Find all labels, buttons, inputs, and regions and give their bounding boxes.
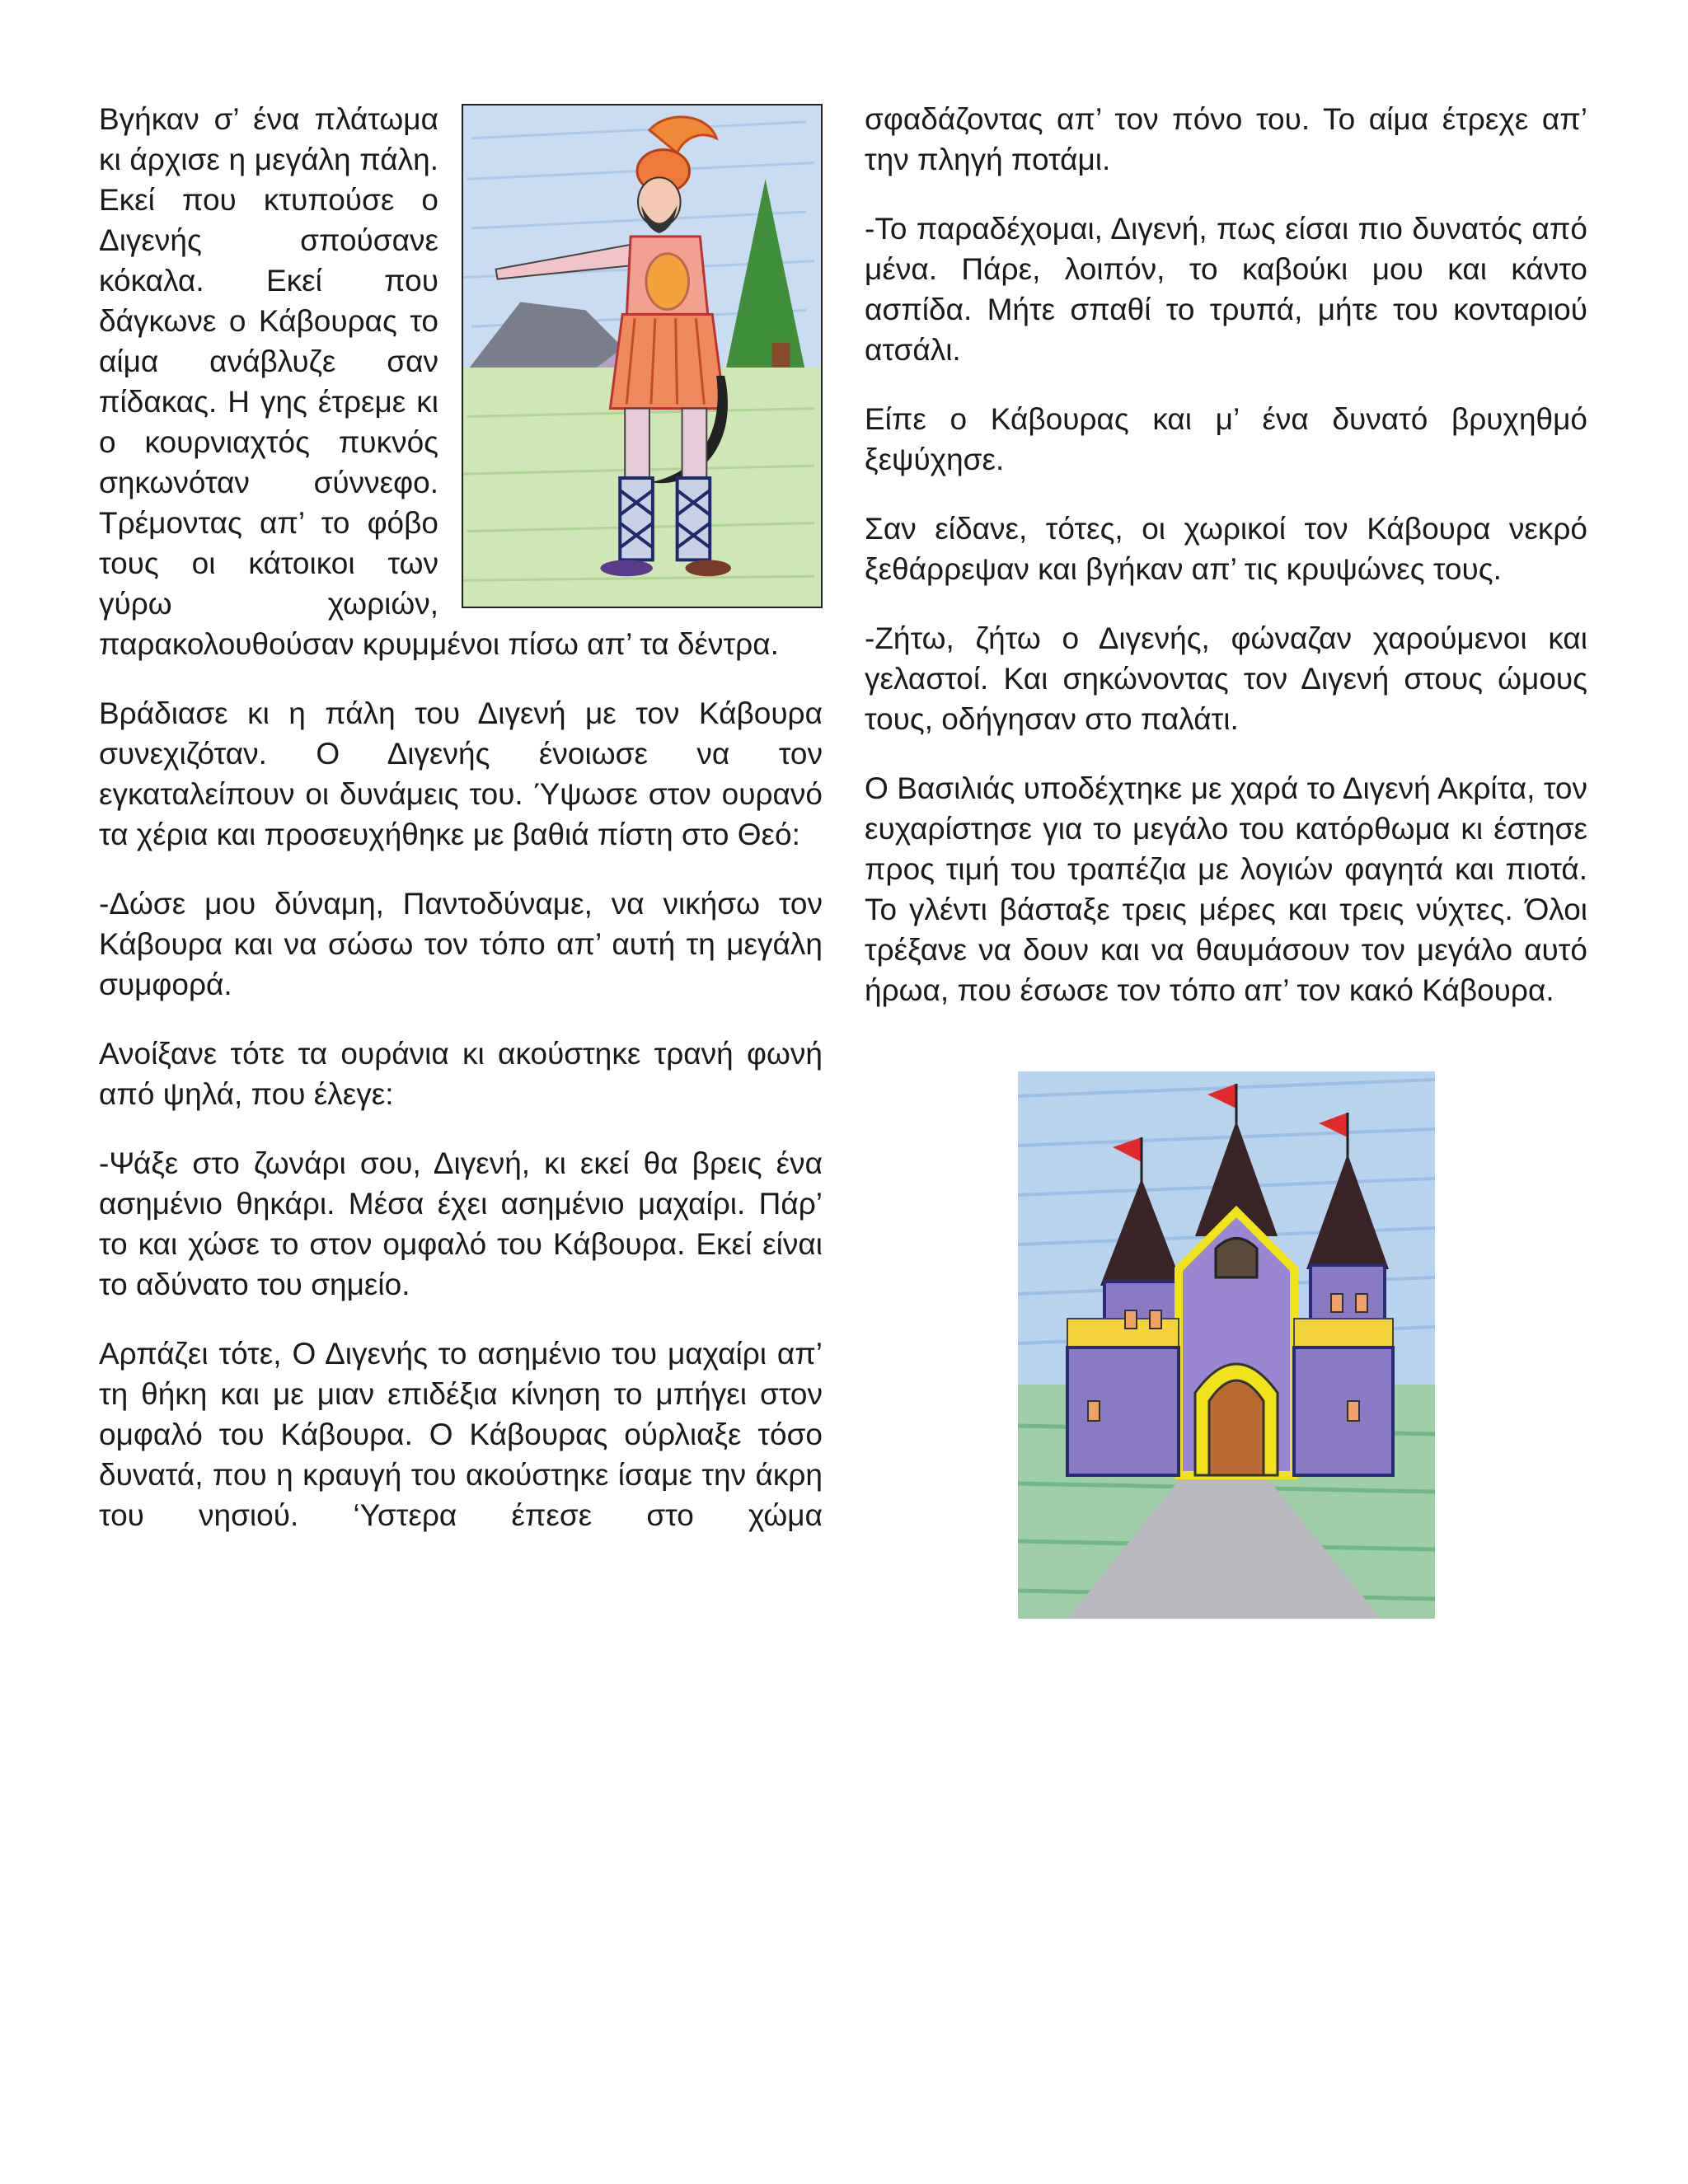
paragraph: Σαν είδανε, τότες, οι χωρικοί τον Κάβουρα νεκρό ξεθάρρεψαν και βγήκαν απ’ τις κρυψώνες τους. xyxy=(865,512,1587,586)
paragraph: -Ψάξε στο ζωνάρι σου, Διγενή, κι εκεί θα βρεις ένα ασημένιο θηκάρι. Μέσα έχει ασημένιο μαχαίρι. Πάρ’ το και χώσε το στον ομφαλό του Κάβουρα. Εκεί είναι το αδύνατο του σημείο. xyxy=(99,1146,823,1301)
paragraph: -Το παραδέχομαι, Διγενή, πως είσαι πιο δυνατός από μένα. Πάρε, λοιπόν, το καβούκι μου και κάντο ασπίδα. Μήτε σπαθί το τρυπά, μήτε του κονταριού ατσάλι. xyxy=(865,212,1587,367)
right-column xyxy=(865,99,1587,1039)
paragraph: Είπε ο Κάβουρας και μ’ ένα δυνατό βρυχηθμό ξεψύχησε. xyxy=(865,402,1587,476)
paragraph: Βγήκαν σ’ ένα πλάτωμα κι άρχισε η μεγάλη πάλη. Εκεί που κτυπούσε ο Διγενής σπούσανε κόκαλα. Εκεί που δάγκωνε ο Κάβουρας το αίμα ανάβλυζε σαν πίδακας. Η γης έτρεμε κι ο κουρνιαχτός πυκνός σηκωνόταν σύννεφο. Τρέμοντας απ’ το φόβο τους οι κάτοικοι των γύρω χωριών, παρακολουθούσαν κρυμμένοι πίσω απ’ τα δέντρα. xyxy=(99,102,779,661)
left-column xyxy=(99,99,823,1564)
paragraph: Ανοίξανε τότε τα ουράνια κι ακούστηκε τρανή φωνή από ψηλά, που έλεγε: xyxy=(99,1037,823,1111)
paragraph: σφαδάζοντας απ’ τον πόνο του. Το αίμα έτρεχε απ’ την πληγή ποτάμι. xyxy=(865,102,1587,176)
warrior-drawing xyxy=(463,105,821,607)
paragraph: Αρπάζει τότε, Ο Διγενής το ασημένιο του μαχαίρι απ’ τη θήκη και με μιαν επιδέξια κίνηση το μπήγει στον ομφαλό του Κάβουρα. Ο Κάβουρας ούρλιαξε τόσο δυνατά, που η κραυγή του ακούστηκε ίσαμε την άκρη του νησιού. ‘Υστερα έπεσε στο χώμα xyxy=(99,1337,823,1532)
paragraph: Βράδιασε κι η πάλη του Διγενή με τον Κάβουρα συνεχιζόταν. Ο Διγενής ένοιωσε να τον εγκαταλείπουν οι δυνάμεις του. Ύψωσε στον ουρανό τα χέρια και προσευχήθηκε με βαθιά πίστη στο Θεό: xyxy=(99,696,823,851)
paragraph: Ο Βασιλιάς υποδέχτηκε με χαρά το Διγενή Ακρίτα, τον ευχαρίστησε για το μεγάλο του κατόρθωμα κι έστησε προς τιμή του τραπέζια με λογιών φαγητά και πιοτά. Το γλέντι βάσταξε τρεις μέρες και τρεις νύχτες. Όλοι τρέξανε να δουν και να θαυμάσουν τον μεγάλο αυτό ήρωα, που έσωσε τον τόπο απ’ τον κακό Κάβουρα. xyxy=(865,771,1587,1007)
paragraph: -Δώσε μου δύναμη, Παντοδύναμε, να νικήσω τον Κάβουρα και να σώσω τον τόπο απ’ αυτή τη μεγάλη συμφορά. xyxy=(99,887,823,1001)
castle-illustration xyxy=(1018,1071,1435,1619)
warrior-illustration xyxy=(462,104,823,608)
paragraph: -Ζήτω, ζήτω ο Διγενής, φώναζαν χαρούμενοι και γελαστοί. Και σηκώνοντας τον Διγενή στους ώμους τους, οδήγησαν στο παλάτι. xyxy=(865,621,1587,736)
castle-drawing xyxy=(1018,1071,1435,1619)
